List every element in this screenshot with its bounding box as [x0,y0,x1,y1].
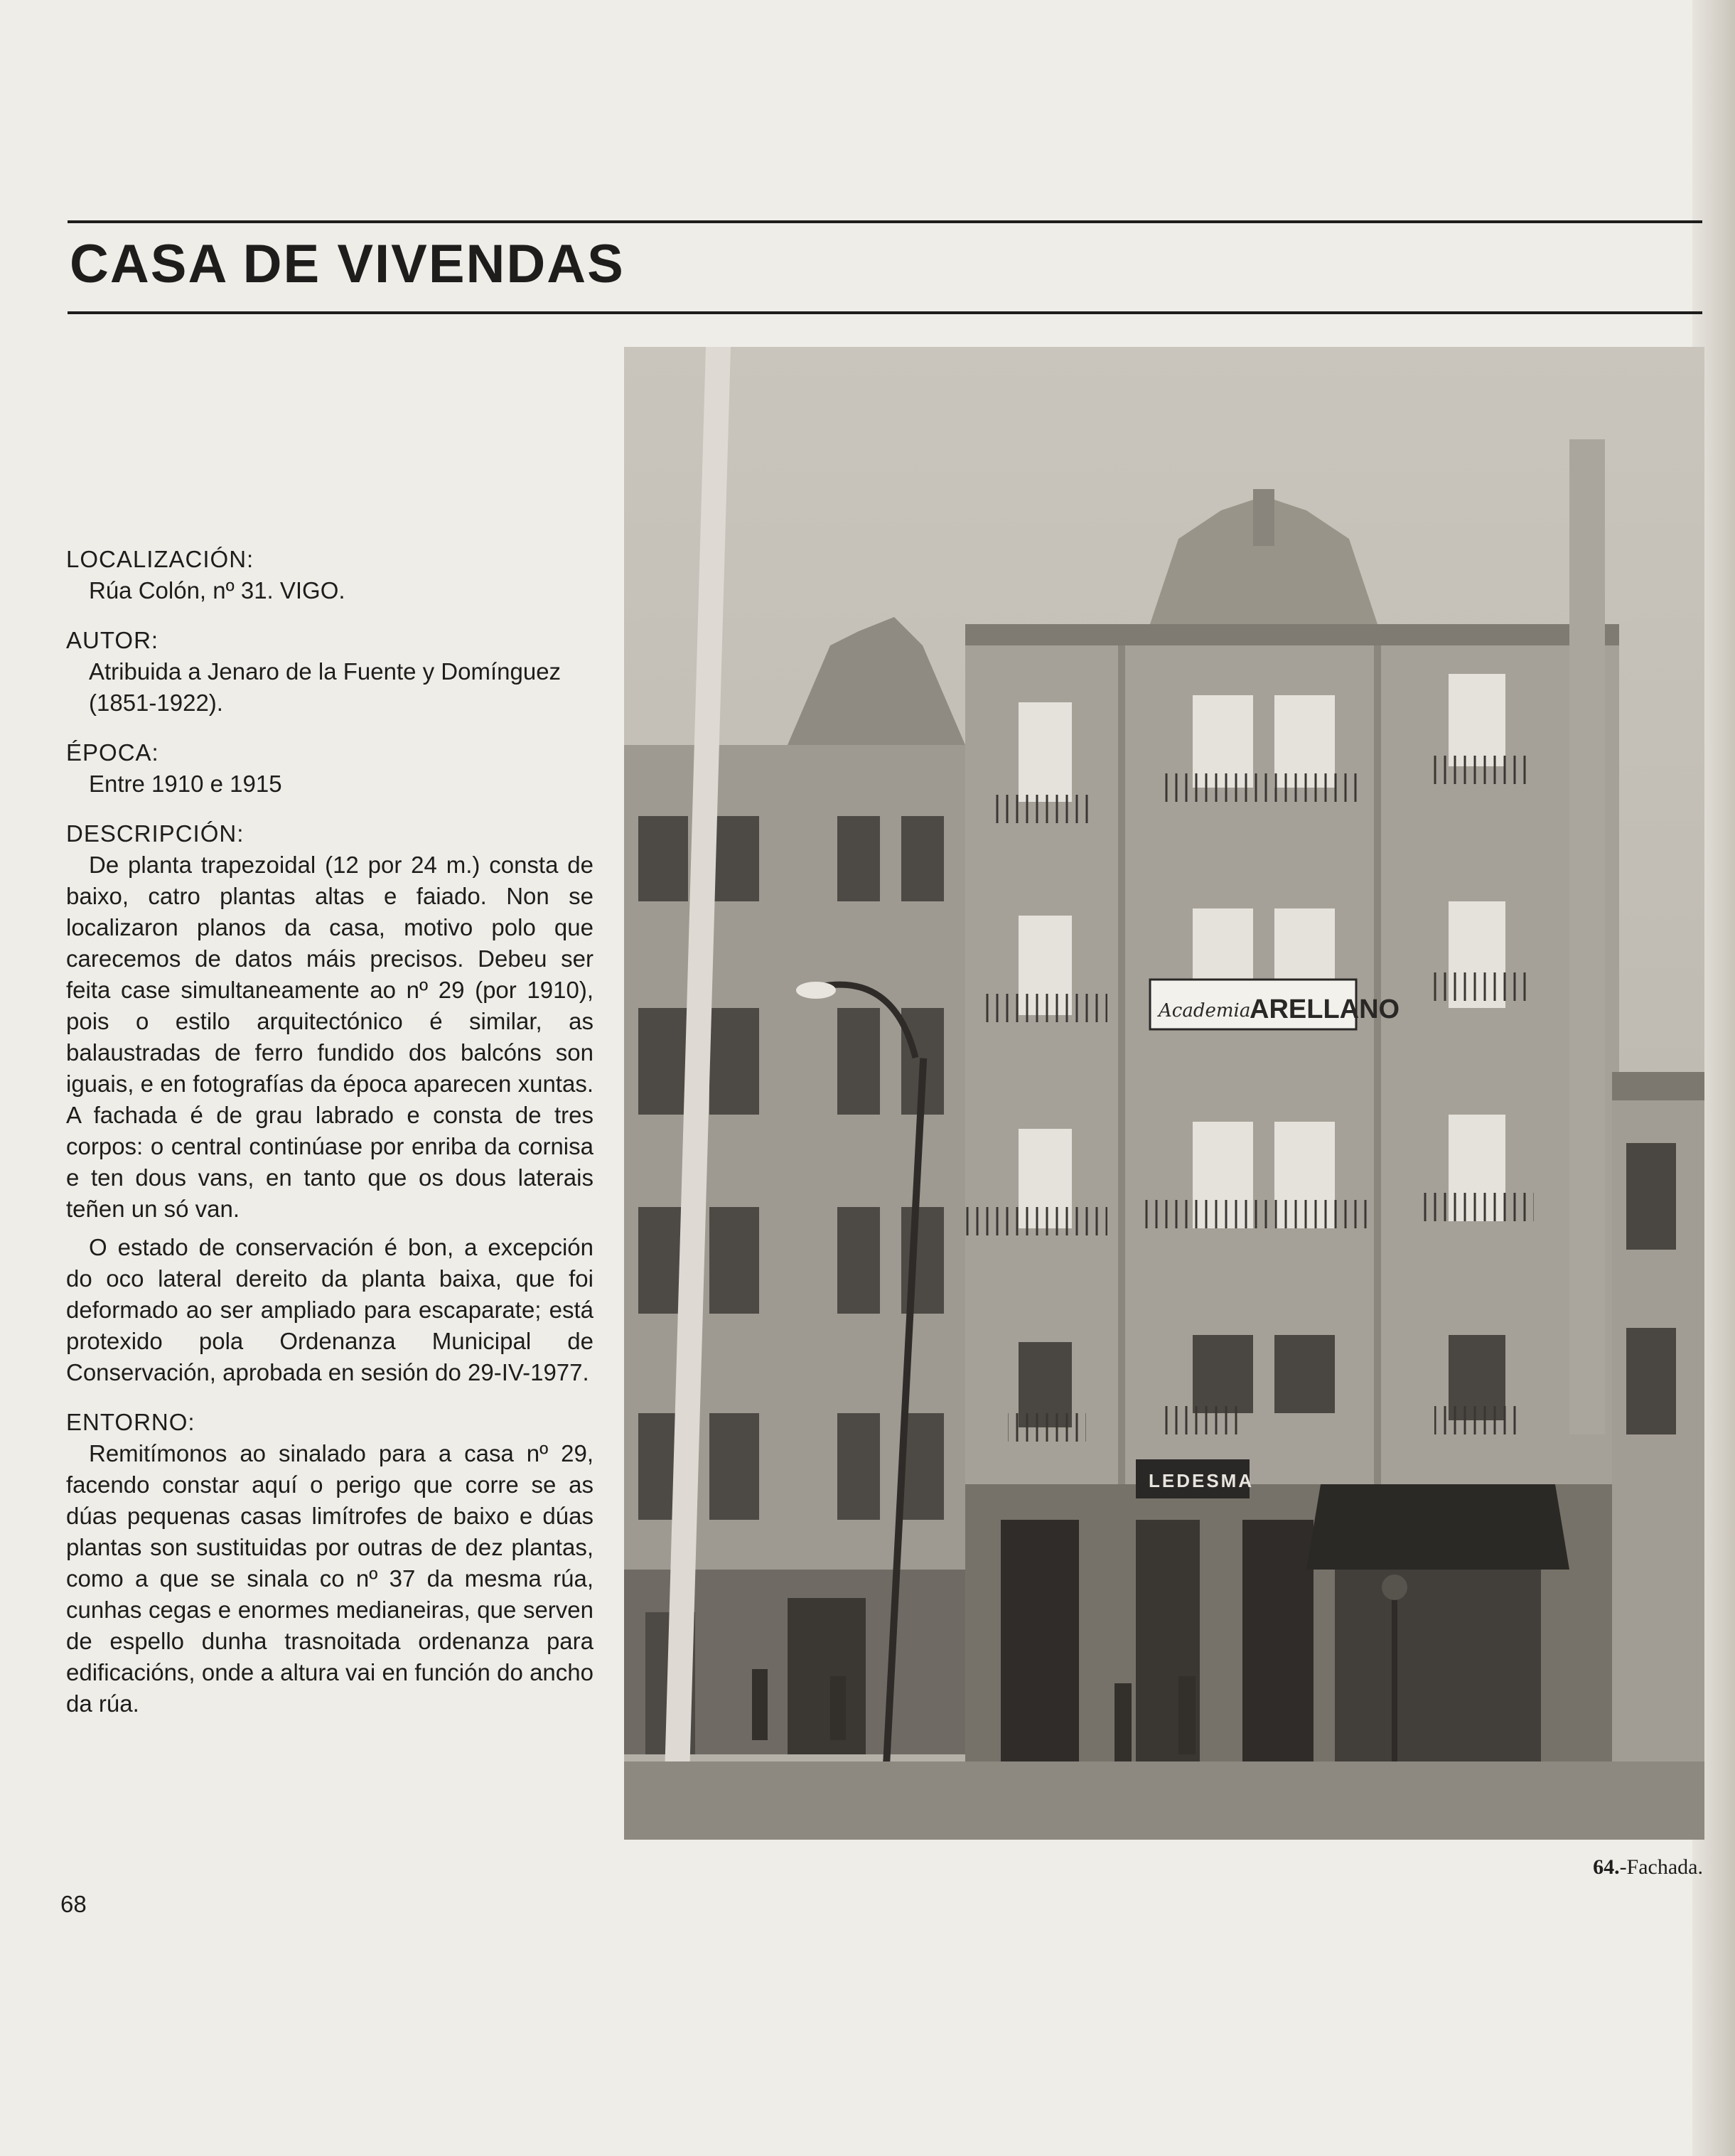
shop-sign [1136,1459,1254,1498]
street [624,1761,1704,1840]
heading-rule-bottom [68,311,1702,314]
heading-rule-top [68,220,1702,223]
text-column [66,544,593,1738]
section-entorno [66,1407,593,1720]
paragraph: O estado de conservación é bon, a excepción do oco lateral dereito da planta baixa, que foi deformado ao ser ampliado para escaparate; está protexido pola Ordenanza Municipal de Conservación, aprobada en sesión do 29-IV-1977. [66,1234,593,1385]
section-autor [66,625,593,719]
figure-number: 64. [1593,1855,1620,1879]
section-label: DESCRIPCIÓN: [66,820,245,847]
paragraph: De planta trapezoidal (12 por 24 m.) consta de baixo, catro plantas altas e faiado. Non se localizaron planos da casa, motivo polo que carecemos de datos máis precisos. Debeu ser feita case simultaneamente ao nº 29 (por 1910), pois o estilo arquitectónico é similar, as balaustradas de ferro fundido dos balcóns son iguais, e en fotografías da época aparecen xuntas. A fachada é de grau labrado e consta de tres corpos: o central continúase por enriba da cornisa e ten dous vans, en tanto que os dous laterais teñen un só van. [66,852,593,1222]
main-building [965,489,1619,1761]
section-localizacion [66,544,593,606]
figure-caption [1593,1855,1703,1879]
figure-caption-text: -Fachada. [1619,1855,1703,1879]
section-text: Entre 1910 e 1915 [89,771,282,797]
sign-ledesma: LEDESMA [1149,1470,1255,1491]
section-epoca [66,737,593,800]
page-number: 68 [60,1891,87,1917]
sign-academia-script: Academia [1159,1000,1251,1021]
section-label: AUTOR: [66,627,159,653]
section-label: LOCALIZACIÓN: [66,546,254,572]
paragraph: Remitímonos ao sinalado para a casa nº 29, facendo constar aquí o perigo que corre se as dúas pequenas casas limítrofes de baixo e dúas plantas son sustituidas por outras de dez plantas, como a que se sinala co nº 37 da mesma rúa, cunhas cegas e enormes medianeiras, que serven de espello dunha trasnoitada ordenanza para edificacións, onde a altura vai en función do ancho da rúa. [66,1440,593,1717]
section-label: ÉPOCA: [66,739,159,766]
section-text: Atribuida a Jenaro de la Fuente y Domínguez (1851-1922). [89,658,562,716]
page-title: CASA DE VIVENDAS [70,234,625,294]
facade-photo [624,347,1704,1840]
section-text: Rúa Colón, nº 31. VIGO. [89,577,345,604]
facade-illustration [624,347,1704,1840]
section-label: ENTORNO: [66,1409,195,1435]
section-descripcion [66,818,593,1388]
sign-arellano: ARELLANO [1250,994,1400,1024]
